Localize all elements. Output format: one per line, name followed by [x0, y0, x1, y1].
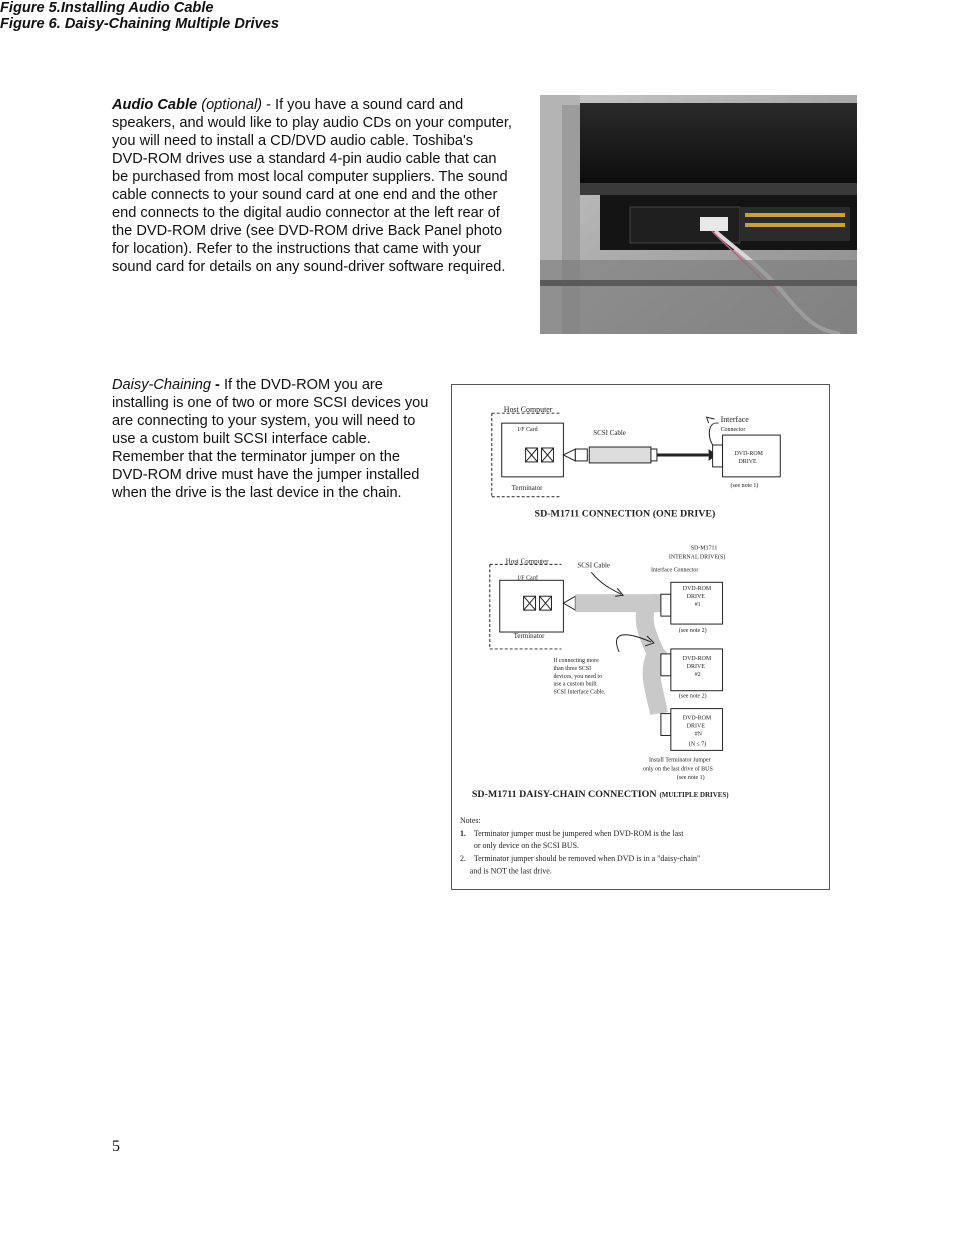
note1-line1: Terminator jumper must be jumpered when DVD-ROM is the last — [473, 828, 684, 838]
bottom-d2b: DRIVE — [686, 663, 705, 670]
diagram-notes — [460, 816, 700, 876]
bottom-inst1: Install Terminator Jumper — [648, 757, 711, 764]
bottom-internal1: SD-M1711 — [690, 545, 718, 552]
top-card-label: I/F Card — [517, 427, 538, 434]
bottom-conn5: SCSI Interface Cable. — [553, 689, 606, 696]
daisy-chaining-paragraph — [112, 376, 432, 502]
bottom-conn4: use a custom built — [553, 681, 597, 688]
top-note: (see note 1) — [730, 482, 759, 489]
bottom-d3a: DVD-ROM — [682, 715, 712, 722]
figure-5-caption: Figure 5.Installing Audio Cable — [0, 0, 214, 16]
audio-cable-optional: (optional) — [201, 97, 263, 113]
notes-heading: Notes: — [459, 816, 481, 826]
daisy-chain-diagram — [472, 545, 729, 800]
figure-6-caption: Figure 6. Daisy-Chaining Multiple Drives — [0, 16, 279, 32]
bottom-d2note: (see note 2) — [678, 693, 707, 700]
top-drive1: DVD-ROM — [734, 450, 763, 457]
top-diagram-title: SD-M1711 CONNECTION (ONE DRIVE) — [534, 508, 716, 520]
bottom-conn2: than three SCSI — [553, 665, 592, 672]
daisy-chaining-dash: - — [210, 377, 224, 393]
bottom-internal3: Interface Connector — [650, 567, 699, 574]
bottom-d1note: (see note 2) — [678, 628, 707, 635]
page-number: 5 — [112, 1138, 120, 1155]
note2-line2: and is NOT the last drive. — [469, 866, 552, 876]
bottom-card-label: I/F Card — [517, 575, 538, 582]
note1-line2: or only device on the SCSI BUS. — [473, 840, 580, 850]
daisy-chaining-title: Daisy-Chaining — [112, 377, 211, 393]
note2-line1: Terminator jumper should be removed when DVD is in a "daisy-chain" — [473, 853, 701, 863]
bottom-conn1: If connecting more — [553, 657, 599, 664]
bottom-host-label: Host Computer — [505, 557, 549, 566]
audio-cable-body: - If you have a sound card and speakers, and would like to play audio CDs on your computer, you will need to install a CD/DVD audio cable. Toshiba's DVD-ROM drives use a standard 4-pin audio cable that can be purchased from most local computer suppliers. The sound cable connects to your sound card at one end and the other end connects to the digital audio connector at the left rear of the DVD-ROM drive (see DVD-ROM drive Back Panel photo for location). Refer to the instructions that came with your sound card for details on any sound-driver software required. — [112, 97, 512, 275]
top-terminator-label: Terminator — [511, 483, 543, 492]
bottom-inst3: (see note 1) — [676, 775, 705, 782]
audio-cable-photo — [540, 95, 857, 334]
bottom-d2c: #2 — [694, 671, 701, 678]
audio-cable-title: Audio Cable — [112, 97, 198, 113]
bottom-d1a: DVD-ROM — [682, 586, 712, 593]
daisy-chaining-body: If the DVD-ROM you are installing is one of two or more SCSI devices you are connecting to your system, you will need to use a custom built SCSI interface cable. Remember that the terminator jumper on the DVD-ROM drive must have the jumper installed when the drive is the last device in the chain. — [112, 377, 429, 501]
scsi-connection-diagram — [451, 384, 830, 890]
top-scsi-label: SCSI Cable — [593, 429, 626, 438]
bottom-d3b: DRIVE — [686, 723, 705, 730]
bottom-terminator-label: Terminator — [513, 631, 545, 640]
bottom-internal2: INTERNAL DRIVE(S) — [668, 554, 726, 561]
bottom-d3d: (N ≤ 7) — [688, 741, 707, 748]
bottom-d2a: DVD-ROM — [682, 655, 712, 662]
bottom-scsi-label: SCSI Cable — [577, 561, 610, 570]
bottom-inst2: only on the last drive of BUS — [642, 766, 713, 773]
audio-cable-paragraph — [112, 96, 512, 276]
top-drive2: DRIVE — [738, 458, 757, 465]
bottom-d1c: #1 — [694, 602, 701, 609]
one-drive-diagram — [492, 405, 780, 519]
note1-number: 1. — [459, 828, 466, 838]
note2-number: 2. — [459, 853, 466, 863]
bottom-conn3: devices, you need to — [553, 673, 603, 680]
bottom-d1b: DRIVE — [686, 594, 705, 601]
bottom-d3c: #N — [694, 731, 702, 738]
top-iface1: Interface — [720, 415, 749, 425]
bottom-title-small: (MULTIPLE DRIVES) — [659, 791, 729, 800]
top-host-label: Host Computer — [503, 405, 553, 415]
bottom-diagram-title — [472, 789, 729, 800]
bottom-title-main: SD-M1711 DAISY-CHAIN CONNECTION — [471, 789, 657, 801]
top-iface2: Connector — [720, 427, 746, 434]
